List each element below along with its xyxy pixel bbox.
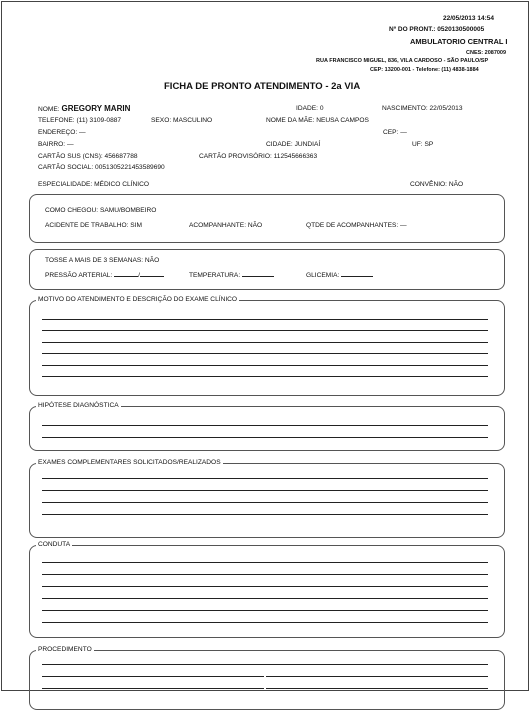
exames-line-4[interactable] xyxy=(42,514,488,515)
conduta-line-6[interactable] xyxy=(42,622,488,623)
conduta-line-3[interactable] xyxy=(42,586,488,587)
patient-city: CIDADE: JUNDIAÍ xyxy=(266,141,321,148)
vitals-box xyxy=(29,249,505,290)
procedimento-line-3b[interactable] xyxy=(266,688,488,689)
blood-pressure-label: PRESSÃO ARTERIAL: xyxy=(45,272,113,279)
patient-state: UF: SP xyxy=(412,141,434,148)
header-cnes: CNES: 2087009 xyxy=(466,50,507,56)
conduta-line-4[interactable] xyxy=(42,598,488,599)
companion: ACOMPANHANTE: NÃO xyxy=(189,222,263,229)
patient-neighborhood: BAIRRO: — xyxy=(38,141,74,148)
motivo-line-2[interactable] xyxy=(42,330,488,331)
motivo-line-4[interactable] xyxy=(42,353,488,354)
arrival-mode: COMO CHEGOU: SAMU/BOMBEIRO xyxy=(45,207,157,214)
procedimento-line-2a[interactable] xyxy=(42,676,264,677)
header-datetime: 22/05/2013 14:54 xyxy=(443,15,494,22)
blood-pressure: PRESSÃO ARTERIAL: / xyxy=(45,272,164,279)
procedimento-line-3a[interactable] xyxy=(42,688,264,689)
patient-sus-card: CARTÃO SUS (CNS): 456687788 xyxy=(38,153,138,160)
hipotese-section-title: HIPÓTESE DIAGNÓSTICA xyxy=(38,402,119,409)
patient-phone: TELEFONE: (11) 3109-0887 xyxy=(38,117,122,124)
patient-age: IDADE: 0 xyxy=(296,105,324,112)
companion-count: QTDE DE ACOMPANHANTES: — xyxy=(306,222,407,229)
motivo-line-5[interactable] xyxy=(42,365,488,366)
temperature-field[interactable] xyxy=(242,276,274,277)
patient-name-value: GREGORY MARIN xyxy=(61,104,131,113)
work-accident: ACIDENTE DE TRABALHO: SIM xyxy=(45,222,142,229)
patient-sex: SEXO: MASCULINO xyxy=(151,117,213,124)
exames-line-3[interactable] xyxy=(42,502,488,503)
procedimento-section-title: PROCEDIMENTO xyxy=(38,646,92,653)
cough-question: TOSSE A MAIS DE 3 SEMANAS: NÃO xyxy=(45,257,160,264)
health-plan: CONVÊNIO: NÃO xyxy=(410,181,464,188)
motivo-section xyxy=(29,296,505,396)
conduta-line-2[interactable] xyxy=(42,574,488,575)
exames-section-title: EXAMES COMPLEMENTARES SOLICITADOS/REALIZADOS xyxy=(38,459,221,466)
motivo-section-title: MOTIVO DO ATENDIMENTO E DESCRIÇÃO DO EXAME CLÍNICO xyxy=(38,296,238,303)
glucose-label: GLICEMIA: xyxy=(306,272,340,279)
hipotese-section xyxy=(29,402,505,451)
header-prontuario: Nº DO PRONT.: 0520130500005 xyxy=(389,26,485,33)
hipotese-line-2[interactable] xyxy=(42,437,488,438)
patient-address: ENDEREÇO: — xyxy=(38,129,86,136)
document-title: FICHA DE PRONTO ATENDIMENTO - 2a VIA xyxy=(164,81,361,92)
conduta-section-title: CONDUTA xyxy=(38,541,71,548)
header-address: RUA FRANCISCO MIGUEL, 836, VILA CARDOSO - SÃO PAULO/SP xyxy=(316,58,489,64)
glucose xyxy=(306,272,373,279)
patient-name xyxy=(38,104,130,113)
header-unit: AMBULATORIO CENTRAL I xyxy=(410,37,508,46)
procedimento-line-1[interactable] xyxy=(42,664,488,665)
temperature-label: TEMPERATURA: xyxy=(189,272,241,279)
motivo-line-6[interactable] xyxy=(42,376,488,377)
procedimento-section xyxy=(29,646,505,710)
exames-section xyxy=(29,459,505,538)
exames-line-2[interactable] xyxy=(42,490,488,491)
header-contact: CEP: 13200-001 - Telefone: (11) 4838-1884 xyxy=(370,67,479,73)
specialty: ESPECIALIDADE: MÉDICO CLÍNICO xyxy=(38,181,150,188)
arrival-box xyxy=(29,194,505,243)
procedimento-line-2b[interactable] xyxy=(266,676,488,677)
conduta-section xyxy=(29,541,505,638)
conduta-line-1[interactable] xyxy=(42,562,488,563)
blood-pressure-field[interactable] xyxy=(114,276,138,277)
patient-mother-name: NOME DA MÃE: NEUSA CAMPOS xyxy=(266,117,369,124)
motivo-line-1[interactable] xyxy=(42,319,488,320)
patient-provisional-card: CARTÃO PROVISÓRIO: 112545666363 xyxy=(199,153,318,160)
patient-cep: CEP: — xyxy=(383,129,407,136)
glucose-field[interactable] xyxy=(341,276,373,277)
hipotese-line-1[interactable] xyxy=(42,425,488,426)
conduta-line-5[interactable] xyxy=(42,610,488,611)
temperature xyxy=(189,272,274,279)
patient-name-label: NOME: xyxy=(38,106,60,113)
patient-birth-date: NASCIMENTO: 22/05/2013 xyxy=(382,105,463,112)
exames-line-1[interactable] xyxy=(42,478,488,479)
blood-pressure-field-2[interactable] xyxy=(140,276,164,277)
patient-social-card: CARTÃO SOCIAL: 0051305221453589690 xyxy=(38,164,165,171)
motivo-line-3[interactable] xyxy=(42,342,488,343)
